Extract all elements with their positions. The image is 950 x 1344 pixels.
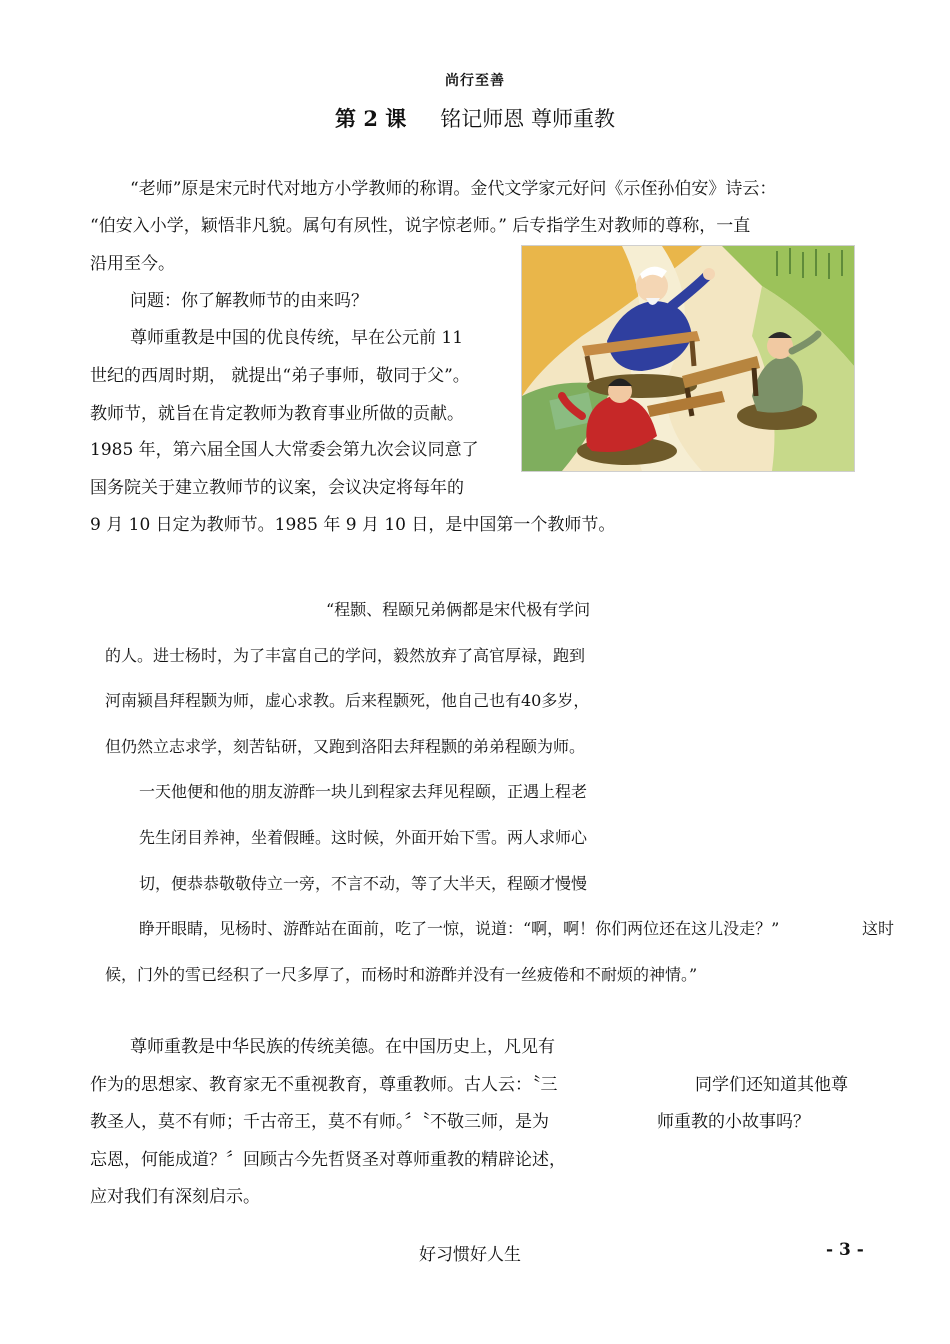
story-line-9: 候，门外的雪已经积了一尺多厚了，而杨时和游酢并没有一丝疲倦和不耐烦的神情。” <box>105 965 698 984</box>
story-line-8-end: 这时 <box>862 919 895 938</box>
intro-line-1: “老师”原是宋元时代对地方小学教师的称谓。金代文学家元好问《示侄孙伯安》诗云： <box>130 179 777 199</box>
story-line-4: 但仍然立志求学，刻苦钻研，又跑到洛阳去拜程颢的弟弟程颐为师。 <box>105 737 586 756</box>
respect-line-3: 教圣人，莫不有师；千古帝王，莫不有师。〞〝不敬三师，是为 <box>90 1112 549 1132</box>
festival-line-5: 国务院关于建立教师节的议案，会议决定将每年的 <box>90 478 464 498</box>
intro-line-3: 沿用至今。 <box>90 254 175 274</box>
footer-slogan: 好习惯好人生 <box>419 1245 521 1265</box>
lesson-title <box>0 103 950 133</box>
story-line-8: 睁开眼睛，见杨时、游酢站在面前，吃了一惊，说道：“啊，啊！你们两位还在这儿没走？” <box>139 919 780 938</box>
intro-line-2: “伯安入小学，颖悟非凡貌。属句有夙性，说字惊老师。” 后专指学生对教师的尊称，一直 <box>90 216 751 236</box>
story-line-7: 切，便恭恭敬敬侍立一旁，不言不动，等了大半天，程颐才慢慢 <box>139 874 588 893</box>
aside-line-1: 同学们还知道其他尊 <box>695 1075 848 1095</box>
page-number: - 3 - <box>826 1240 864 1260</box>
teacher-students-illustration <box>521 245 855 472</box>
lesson-number: 第 2 课 <box>335 106 407 131</box>
story-line-2: 的人。进士杨时，为了丰富自己的学问，毅然放弃了高官厚禄，跑到 <box>105 646 586 665</box>
story-line-5: 一天他便和他的朋友游酢一块儿到程家去拜见程颐，正遇上程老 <box>139 782 588 801</box>
respect-line-1: 尊师重教是中华民族的传统美德。在中国历史上，凡见有 <box>130 1037 555 1057</box>
festival-line-6: 9 月 10 日定为教师节。1985 年 9 月 10 日，是中国第一个教师节。 <box>90 515 616 535</box>
respect-line-2: 作为的思想家、教育家无不重视教育，尊重教师。古人云：〝三 <box>90 1075 558 1095</box>
festival-line-1: 尊师重教是中国的优良传统，早在公元前 11 <box>130 328 464 348</box>
lesson-name: 铭记师恩 尊师重教 <box>440 107 615 131</box>
respect-line-4: 忘恩，何能成道？〞回顾古今先哲贤圣对尊师重教的精辟论述， <box>90 1150 566 1170</box>
story-line-6: 先生闭目养神，坐着假睡。这时候，外面开始下雪。两人求师心 <box>139 828 588 847</box>
respect-line-5: 应对我们有深刻启示。 <box>90 1187 260 1207</box>
festival-line-4: 1985 年，第六届全国人大常委会第九次会议同意了 <box>90 440 479 460</box>
aside-line-2: 师重教的小故事吗？ <box>657 1112 810 1132</box>
festival-line-3: 教师节，就旨在肯定教师为教育事业所做的贡献。 <box>90 404 464 424</box>
header-motto: 尚行至善 <box>445 73 505 89</box>
story-line-1: “程颢、程颐兄弟俩都是宋代极有学问 <box>326 600 591 619</box>
question-text: 问题：你了解教师节的由来吗？ <box>130 291 368 311</box>
story-line-3: 河南颍昌拜程颢为师，虚心求教。后来程颢死，他自己也有40多岁， <box>105 691 590 710</box>
festival-line-2: 世纪的西周时期， 就提出“弟子事师，敬同于父”。 <box>90 366 470 386</box>
